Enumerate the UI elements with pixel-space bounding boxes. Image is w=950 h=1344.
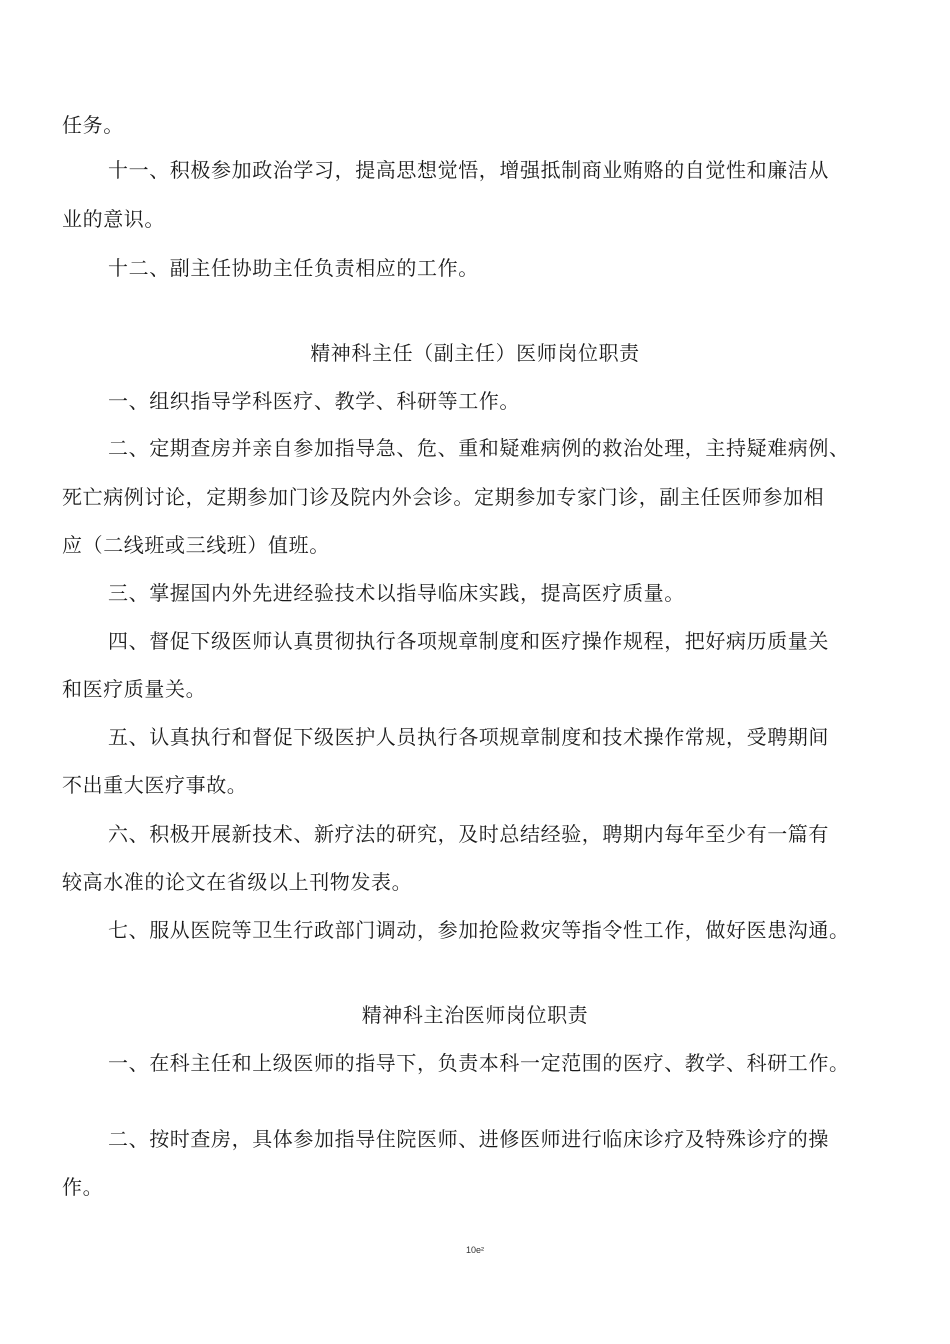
director-item-2-cont: 应（二线班或三线班）值班。 xyxy=(62,533,330,557)
section-title-attending: 精神科主治医师岗位职责 xyxy=(361,1003,589,1027)
director-item-5-cont: 不出重大医疗事故。 xyxy=(62,773,248,797)
paragraph-item-11: 十一、积极参加政治学习，提高思想觉悟，增强抵制商业贿赂的自觉性和廉洁从 xyxy=(108,158,829,182)
paragraph-item-12: 十二、副主任协助主任负责相应的工作。 xyxy=(108,256,479,280)
director-item-2: 二、定期查房并亲自参加指导急、危、重和疑难病例的救治处理，主持疑难病例、 xyxy=(108,436,850,460)
director-item-4-cont: 和医疗质量关。 xyxy=(62,677,207,701)
director-item-4: 四、督促下级医师认真贯彻执行各项规章制度和医疗操作规程，把好病历质量关 xyxy=(108,629,829,653)
attending-item-2-cont: 作。 xyxy=(62,1175,104,1199)
director-item-3: 三、掌握国内外先进经验技术以指导临床实践，提高医疗质量。 xyxy=(108,581,685,605)
paragraph-continuation: 任务。 xyxy=(62,113,124,137)
page-number: 10e² xyxy=(465,1245,484,1255)
director-item-6: 六、积极开展新技术、新疗法的研究，及时总结经验，聘期内每年至少有一篇有 xyxy=(108,822,829,846)
paragraph-item-11-cont: 业的意识。 xyxy=(62,207,165,231)
director-item-1: 一、组织指导学科医疗、教学、科研等工作。 xyxy=(108,389,520,413)
attending-item-2: 二、按时查房，具体参加指导住院医师、进修医师进行临床诊疗及特殊诊疗的操 xyxy=(108,1127,829,1151)
director-item-2-cont: 死亡病例讨论，定期参加门诊及院内外会诊。定期参加专家门诊，副主任医师参加相 xyxy=(62,485,825,509)
section-title-director: 精神科主任（副主任）医师岗位职责 xyxy=(310,341,640,365)
attending-item-1: 一、在科主任和上级医师的指导下，负责本科一定范围的医疗、教学、科研工作。 xyxy=(108,1051,850,1075)
director-item-6-cont: 较高水准的论文在省级以上刊物发表。 xyxy=(62,870,413,894)
director-item-5: 五、认真执行和督促下级医护人员执行各项规章制度和技术操作常规，受聘期间 xyxy=(108,725,829,749)
director-item-7: 七、服从医院等卫生行政部门调动，参加抢险救灾等指令性工作，做好医患沟通。 xyxy=(108,918,850,942)
